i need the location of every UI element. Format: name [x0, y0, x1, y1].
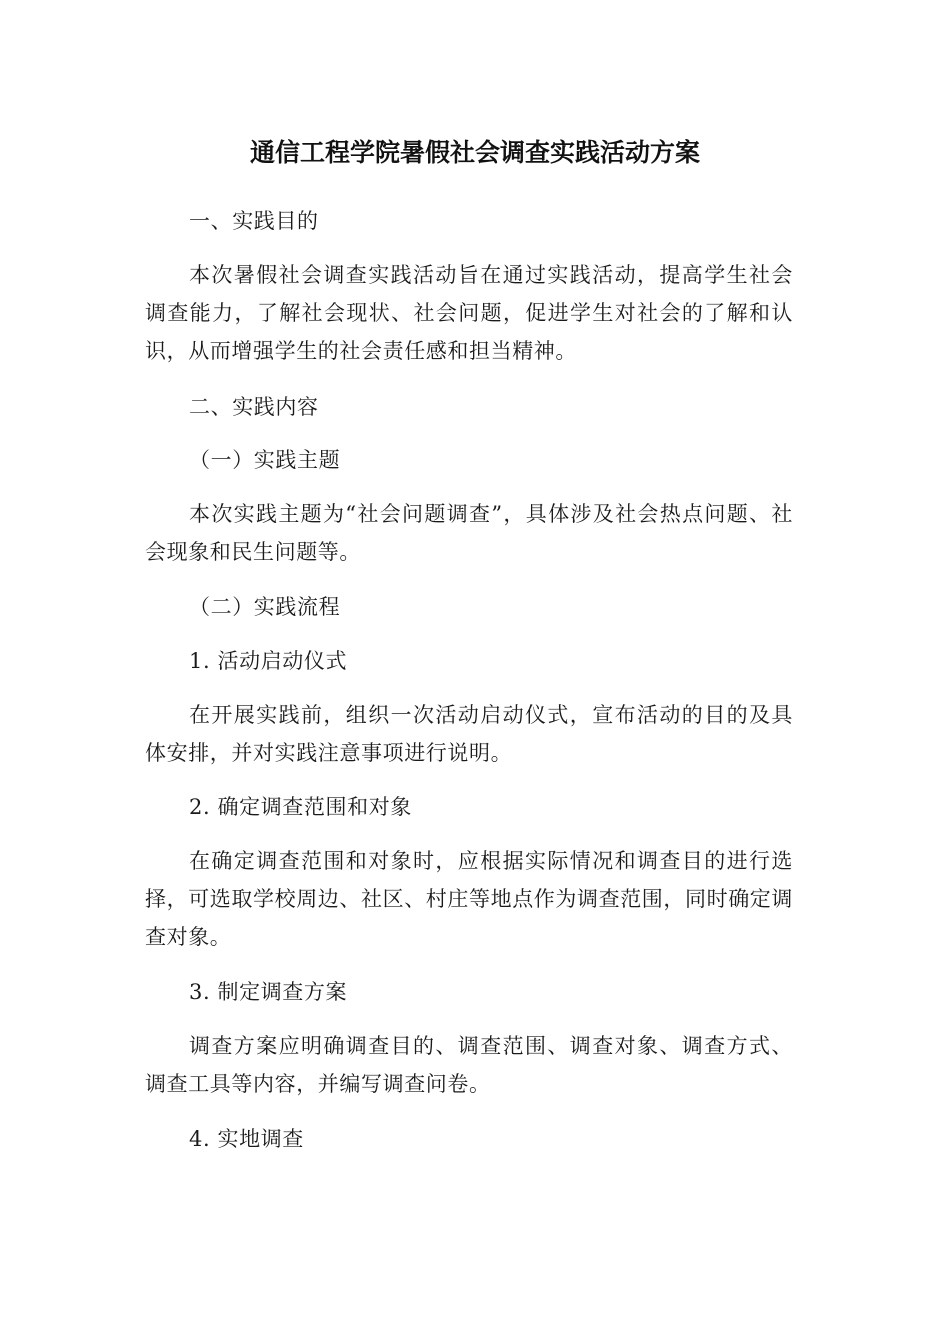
paragraph-theme: 本次实践主题为“社会问题调查”，具体涉及社会热点问题、社会现象和民生问题等。: [145, 502, 793, 564]
step-heading-1: 1. 活动启动仪式: [189, 649, 348, 673]
document-title: 通信工程学院暑假社会调查实践活动方案: [249, 138, 700, 167]
section-heading-purpose: 一、实践目的: [189, 209, 319, 233]
step-heading-2: 2. 确定调查范围和对象: [189, 795, 412, 819]
subsection-heading-theme: （一）实践主题: [189, 448, 341, 472]
step-heading-3: 3. 制定调查方案: [189, 980, 348, 1004]
paragraph-step-2: 在确定调查范围和对象时，应根据实际情况和调查目的进行选择，可选取学校周边、社区、村庄等地点作为调查范围，同时确定调查对象。: [145, 849, 793, 949]
paragraph-step-1: 在开展实践前，组织一次活动启动仪式，宣布活动的目的及具体安排，并对实践注意事项进行说明。: [145, 703, 793, 765]
section-heading-content: 二、实践内容: [189, 395, 319, 419]
subsection-heading-process: （二）实践流程: [189, 595, 341, 619]
step-heading-4: 4. 实地调查: [189, 1127, 304, 1151]
paragraph-step-3: 调查方案应明确调查目的、调查范围、调查对象、调查方式、调查工具等内容，并编写调查问卷。: [145, 1034, 793, 1096]
paragraph-purpose: 本次暑假社会调查实践活动旨在通过实践活动，提高学生社会调查能力，了解社会现状、社会问题，促进学生对社会的了解和认识，从而增强学生的社会责任感和担当精神。: [145, 263, 793, 363]
